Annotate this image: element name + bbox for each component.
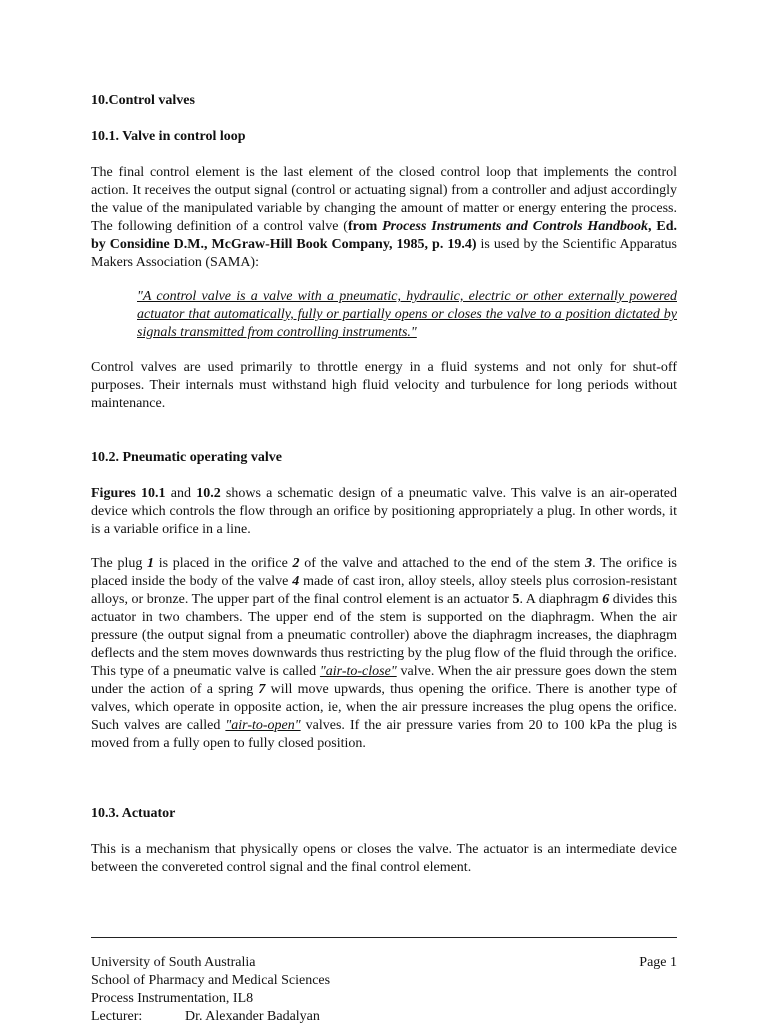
paragraph-text: The final control element is the last element of the closed control loop that implements the control action. It receives the output signal (control or actuating signal) from a controller and adjust accordingly the value of the manipulated variable by changing the amount of matter or energy entering the process. The following definition of a control valve ( xyxy=(91,165,677,234)
figure-ref: Figures 10.1 xyxy=(91,486,166,501)
sama-definition-quote: "A control valve is a valve with a pneumatic, hydraulic, electric or other externally powered actuator that automatically, fully or partially opens or closes the valve to a position dictated by signals transmitted from controlling instruments." xyxy=(137,289,677,340)
air-to-close-term: "air-to-close" xyxy=(319,664,397,679)
paragraph-text: is placed in the orifice xyxy=(154,556,293,571)
footer-lecturer-name: Dr. Alexander Badalyan xyxy=(185,1009,320,1024)
paragraph-text: is used by the Scientific Apparatus Makers Association (SAMA): xyxy=(91,237,677,270)
paragraph-text: The plug xyxy=(91,556,148,571)
paragraph-plug-operation xyxy=(91,555,677,753)
heading-actuator: 10.3. Actuator xyxy=(91,806,176,821)
part-number: 2 xyxy=(292,556,300,571)
heading-valve-in-control-loop: 10.1. Valve in control loop xyxy=(91,129,246,144)
paragraph-text: made of cast iron, alloy steels, alloy steels plus corrosion-resistant alloys, or bronze. The upper part of the final control element is an actuator xyxy=(91,574,677,607)
heading-pneumatic-operating-valve: 10.2. Pneumatic operating valve xyxy=(91,450,282,465)
bold-citation: , Ed. by Considine D.M., McGraw-Hill Book Company, 1985, p. 19.4) xyxy=(91,219,678,252)
paragraph-text: . The orifice is placed inside the body of the valve xyxy=(91,556,677,589)
handbook-title: Process Instruments and Controls Handbook xyxy=(382,219,649,234)
paragraph-text: of the valve and attached to the end of the stem xyxy=(299,556,586,571)
air-to-open-term: "air-to-open" xyxy=(225,718,301,733)
paragraph-final-control-element xyxy=(91,164,677,272)
paragraph-text: . A diaphragm xyxy=(519,592,603,607)
footer-page-number: Page 1 xyxy=(639,955,677,970)
paragraph-control-valves-usage: Control valves are used primarily to throttle energy in a fluid systems and not only for shut-off purposes. Their internals must withstand high fluid velocity and turbulence for long periods without maintenance. xyxy=(91,360,677,411)
part-number: 5 xyxy=(512,592,520,607)
footer-lecturer-label: Lecturer: xyxy=(91,1009,143,1024)
figure-ref: 10.2 xyxy=(196,486,221,501)
footer-course: Process Instrumentation, IL8 xyxy=(91,991,254,1006)
footer-school: School of Pharmacy and Medical Sciences xyxy=(91,973,331,988)
paragraph-text: valves. If the air pressure varies from 20 to 100 kPa the plug is moved from a fully open to fully closed position. xyxy=(91,718,677,751)
paragraph-actuator: This is a mechanism that physically opens or closes the valve. The actuator is an intermediate device between the convereted control signal and the final control element. xyxy=(91,842,677,875)
part-number: 4 xyxy=(292,574,300,589)
part-number: 7 xyxy=(258,682,266,697)
footer-university: University of South Australia xyxy=(91,955,256,970)
paragraph-text: divides this actuator in two chambers. The upper end of the stem is supported on the diaphragm. When the air pressure (the output signal from a pneumatic controller) above the diaphragm increases, the diaphragm deflects and the stem moves downwards thus restricting by the plug flow of the fluid through the orifice. This type of a pneumatic valve is called xyxy=(91,592,678,679)
bold-text: from xyxy=(347,219,383,234)
part-number: 1 xyxy=(147,556,155,571)
heading-control-valves: 10.Control valves xyxy=(91,93,195,108)
paragraph-text: valve. When the air pressure goes down the stem under the action of a spring xyxy=(91,664,677,697)
footer-block xyxy=(91,954,677,1026)
paragraph-text: shows a schematic design of a pneumatic valve. This valve is an air-operated device which controls the flow through an orifice by positioning appropriately a plug. In other words, it is a variable orifice in a line. xyxy=(91,486,677,537)
part-number: 6 xyxy=(602,592,610,607)
paragraph-figures xyxy=(91,485,677,539)
footer-divider xyxy=(91,937,677,938)
paragraph-text: and xyxy=(165,486,197,501)
part-number: 3 xyxy=(585,556,593,571)
paragraph-text: will move upwards, thus opening the orifice. There is another type of valves, which operate in opposite action, ie, when the air pressure increases the plug opens the orifice. Such valves are called xyxy=(91,682,677,733)
